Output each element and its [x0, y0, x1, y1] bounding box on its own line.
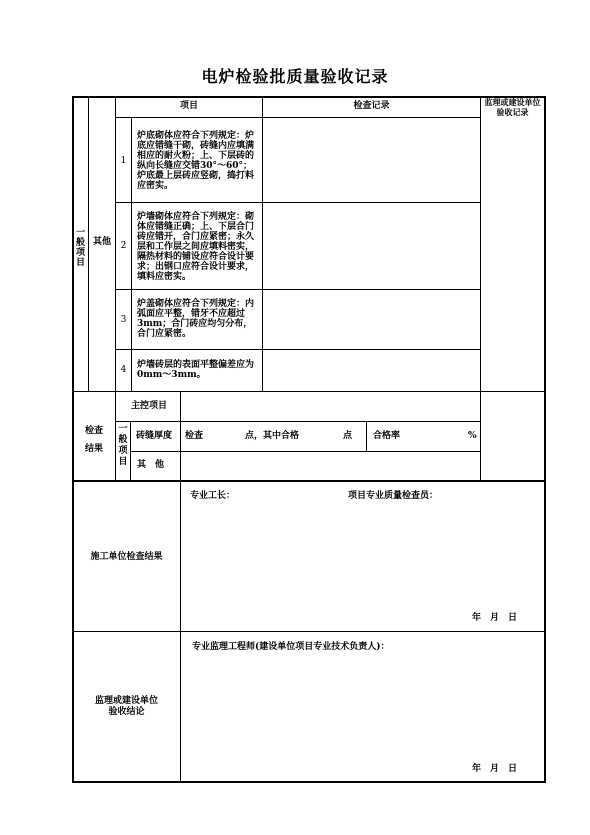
header-check-record: 检查记录: [353, 101, 390, 111]
section-general-label: 一般项目: [75, 228, 85, 268]
supervision-label: 监理或建设单位: [94, 696, 158, 706]
other-label: 其 他: [137, 460, 165, 470]
engineer-label: 专业监理工程师(建设单位项目专业技术负责人)：: [192, 642, 390, 652]
result-label: 检查结果: [84, 426, 103, 454]
item-no: 2: [120, 241, 127, 251]
point-text: 点: [343, 431, 353, 441]
group-other-label: 其他: [92, 237, 111, 247]
supervision-label-2: 验收结论: [108, 707, 145, 717]
header-item: 项目: [179, 101, 198, 111]
item-text: 炉底砌体应符合下列规定：炉底应错缝干砌，砖缝内应填满相应的耐火粉；上、下层砖的纵向长缝应交错30°～60°；炉底最上层砖应竖砌，捣打料应密实。: [137, 131, 255, 191]
item-no: 1: [120, 156, 127, 166]
construction-date: 年 月 日: [472, 613, 518, 623]
pass-rate-label: 合格率: [373, 431, 401, 441]
item-text: 炉墙砖层的表面平整偏差应为0mm～3mm。: [137, 360, 255, 380]
main-item-label: 主控项目: [131, 401, 168, 411]
header-supervisor: 监理或建设单位验收记录: [484, 97, 541, 117]
foreman-label: 专业工长：: [190, 491, 236, 501]
construction-label: 施工单位检查结果: [90, 552, 163, 562]
item-text: 炉墙砌体应符合下列规定：砌体应错缝正确；上、下层合门砖应错开，合门应紧密；永久层和工作层之间应填料密实，隔热材料的铺设应符合设计要求；出钢口应符合设计要求，填料应密实。: [137, 212, 255, 282]
supervision-date: 年 月 日: [472, 764, 518, 774]
page-title: 电炉检验批质量验收记录: [201, 67, 389, 86]
inspector-label: 项目专业质量检查员：: [348, 491, 439, 501]
result-general-label: 一般项目: [118, 424, 128, 467]
check-text: 检查: [185, 431, 204, 441]
points-pass-text: 点，其中合格: [245, 431, 300, 441]
item-no: 3: [120, 315, 127, 325]
item-no: 4: [120, 365, 127, 375]
item-text: 炉盖砌体应符合下列规定：内弧面应平整，错牙不应超过3mm；合门砖应均匀分布，合门应紧密。: [137, 299, 255, 339]
brick-thickness-label: 砖缝厚度: [136, 431, 173, 441]
percent-sign: %: [468, 431, 477, 441]
